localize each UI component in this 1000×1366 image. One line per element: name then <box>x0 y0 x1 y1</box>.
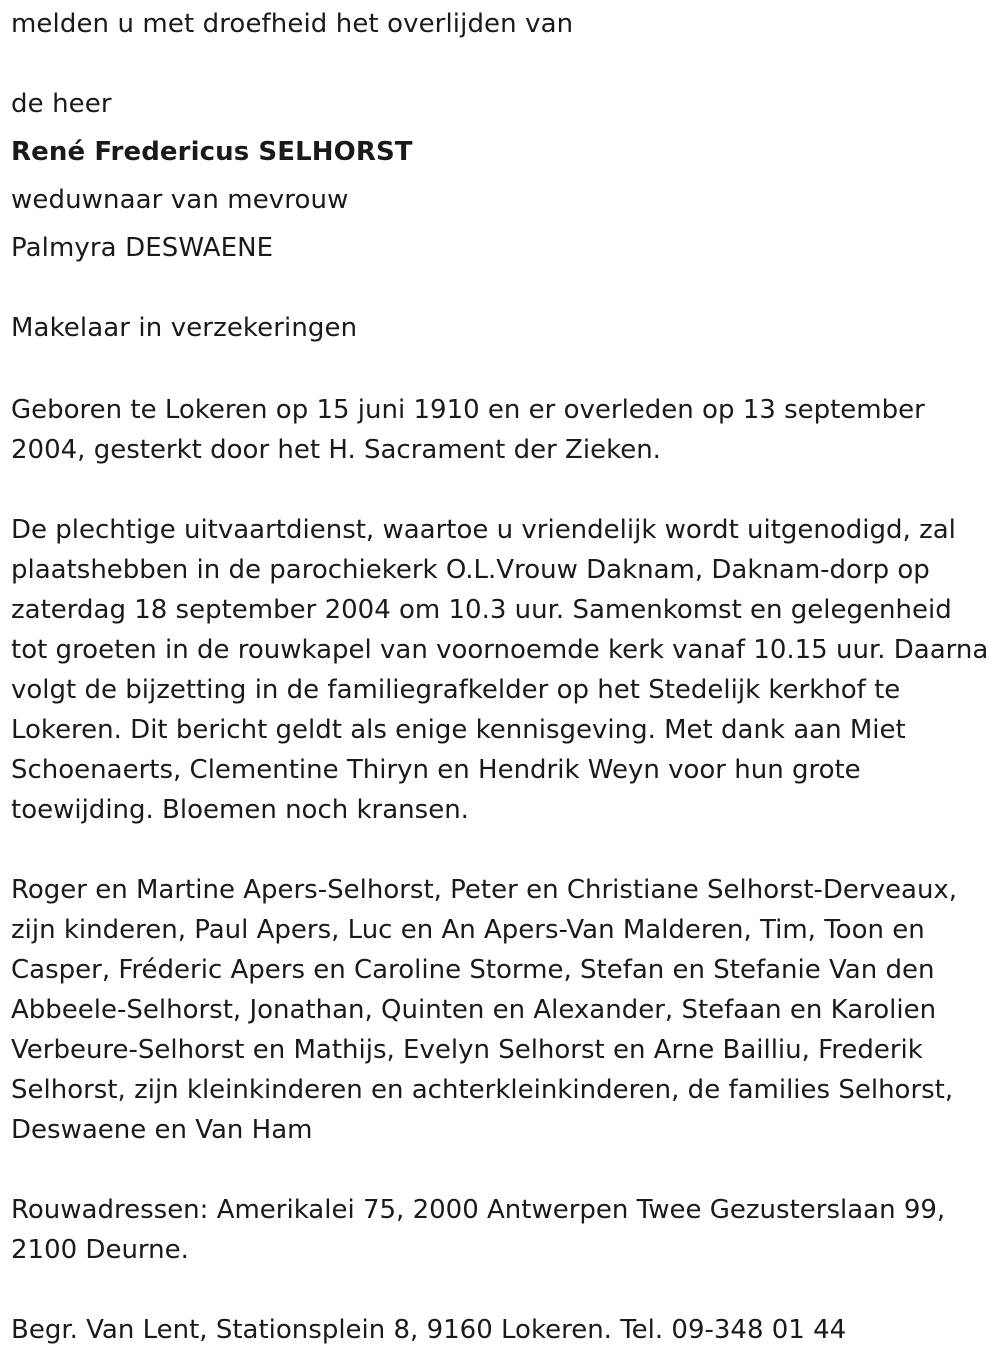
deceased-name: René Fredericus SELHORST <box>11 137 413 167</box>
spouse-name: Palmyra DESWAENE <box>11 233 274 263</box>
funeral-service-paragraph: De plechtige uitvaartdienst, waartoe u vriendelijk wordt uitgenodigd, zal plaatshebben in de parochiekerk O.L.Vrouw Daknam, Daknam-dorp op zaterdag 18 september 2004 om 10.3 uur. Samenkomst en gelegenheid tot groeten in de rouwkapel van voornoemde kerk vanaf 10.15 uur. Daarna volgt de bijzetting in de familiegrafkelder op het Stedelijk kerkhof te Lokeren. Dit bericht geldt als enige kennisgeving. Met dank aan Miet Schoenaerts, Clementine Thiryn en Hendrik Weyn voor hun grote toewijding. Bloemen noch kransen. <box>11 515 989 825</box>
undertaker-line: Begr. Van Lent, Stationsplein 8, 9160 Lokeren. Tel. 09-348 01 44 <box>11 1315 847 1345</box>
occupation: Makelaar in verzekeringen <box>11 313 358 343</box>
birth-death-paragraph: Geboren te Lokeren op 15 juni 1910 en er overleden op 13 september 2004, gesterkt door het H. Sacrament der Zieken. <box>11 395 925 465</box>
mourning-addresses: Rouwadressen: Amerikalei 75, 2000 Antwerpen Twee Gezusterslaan 99, 2100 Deurne. <box>11 1195 946 1265</box>
family-paragraph: Roger en Martine Apers-Selhorst, Peter en Christiane Selhorst-Derveaux, zijn kinderen, Paul Apers, Luc en An Apers-Van Malderen, Tim, Toon en Casper, Fréderic Apers en Caroline Storme, Stefan en Stefanie Van den Abbeele-Selhorst, Jonathan, Quinten en Alexander, Stefaan en Karolien Verbeure-Selhorst en Mathijs, Evelyn Selhorst en Arne Bailliu, Frederik Selhorst, zijn kleinkinderen en achterkleinkinderen, de families Selhorst, Deswaene en Van Ham <box>11 875 958 1145</box>
salutation: de heer <box>11 89 112 119</box>
intro-line: melden u met droefheid het overlijden van <box>11 9 574 39</box>
widower-of-line: weduwnaar van mevrouw <box>11 185 349 215</box>
